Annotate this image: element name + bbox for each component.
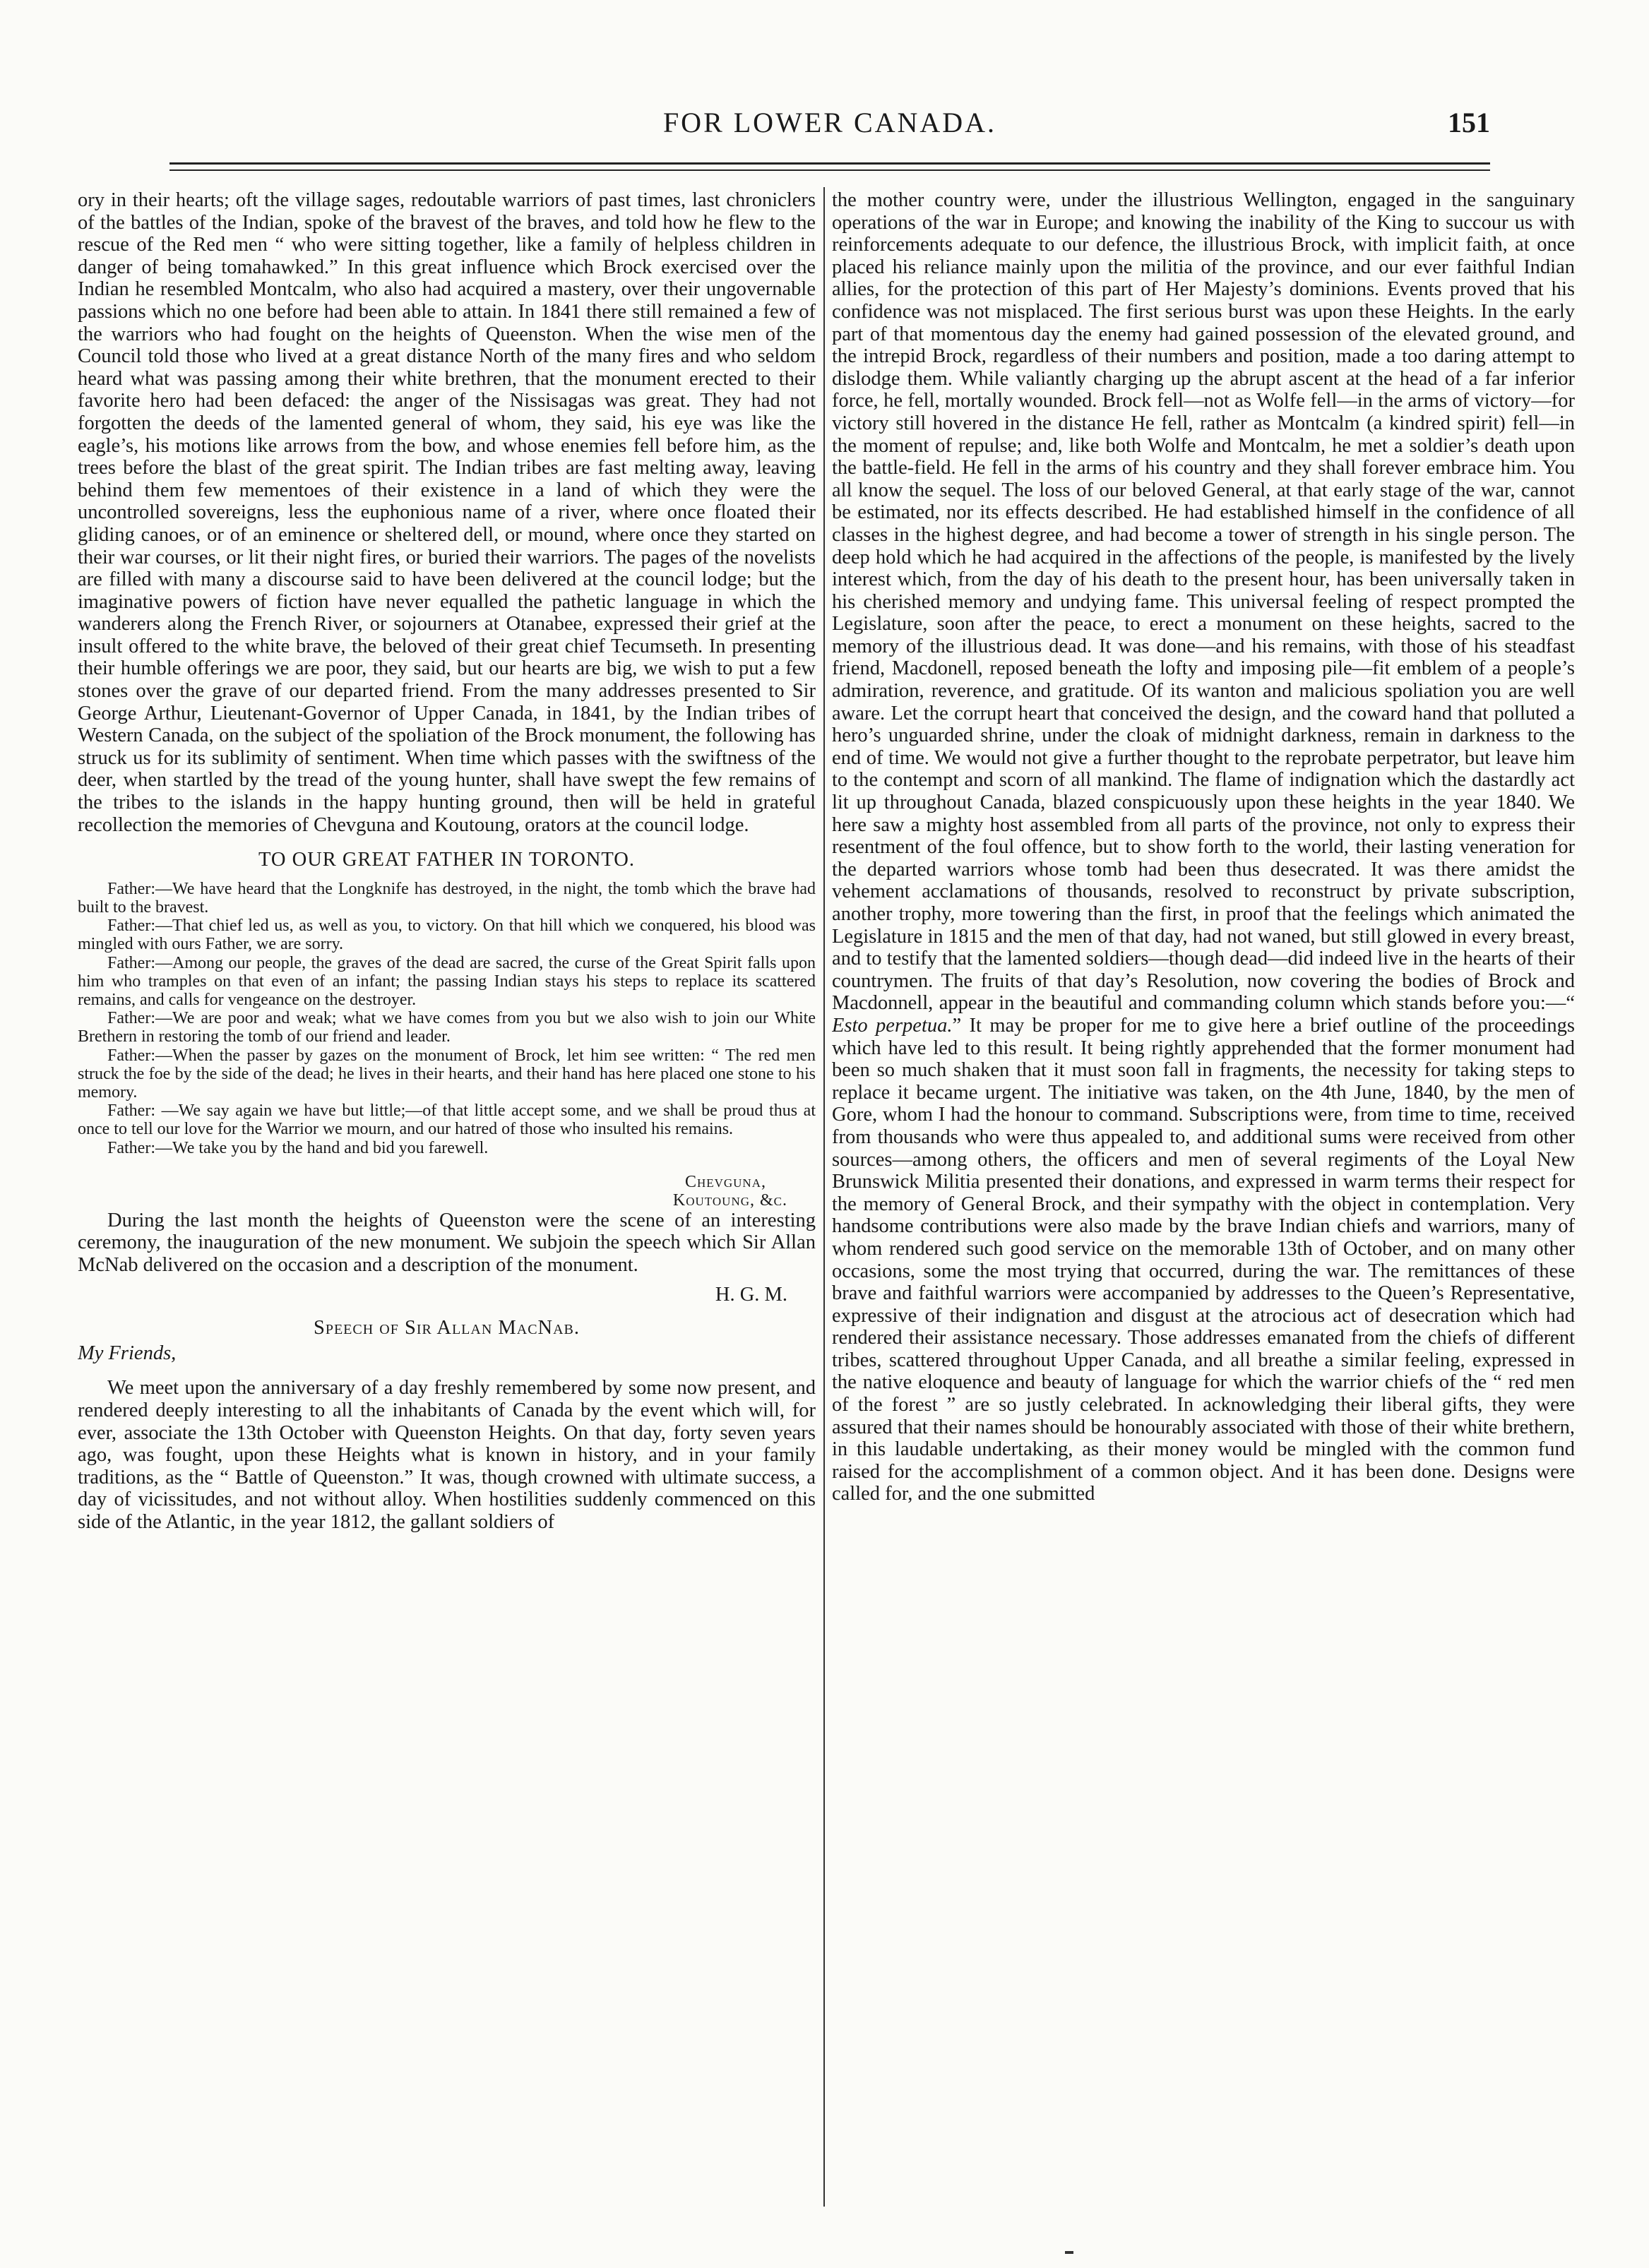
printer-mark bbox=[1065, 2251, 1073, 2254]
paragraph: ory in their hearts; oft the village sages, redoutable warriors of past times, last chroniclers of the battles of the Indian, spoke of the bravest of the braves, and told how he flew to the rescue of the Red men “ who were sitting together, like a family of helpless children in danger of being tomahawked.” In this great influence which Brock exercised over the Indian he resembled Montcalm, who also had acquired a mastery, over their ungovernable passions which no one before had been able to attain. In 1841 there still remained a few of the warriors who had fought on the heights of Queenston. When the wise men of the Council told those who lived at a great distance North of the many fires and who seldom heard what was passing among their white brethren, that the monument erected to their favorite hero had been defaced: the anger of the Nissisagas was great. They had not forgotten the deeds of the lamented general of whom, they said, his eye was like the eagle’s, his motions like arrows from the bow, and whose enemies fell before him, as the trees before the blast of the great spirit. The Indian tribes are fast melting away, leaving behind them few mementoes of their existence in a land of which they were the uncontrolled sovereigns, less the euphonious name of a river, where once floated their gliding canoes, or of an eminence or sheltered dell, or mound, where once they started on their war courses, or lit their night fires, or buried their warriors. The pages of the novelists are filled with many a discourse said to have been delivered at the council lodge; but the imaginative powers of fiction have never equalled the pathetic language in which the wanderers along the French River, or sojourners at Otanabee, expressed their grief at the insult offered to the white brave, the beloved of their great chief Tecumseth. In presenting their humble offerings we are poor, they said, but our hearts are big, we wish to put a few stones over the grave of our departed friend. From the many addresses presented to Sir George Arthur, Lieutenant-Governor of Upper Canada, in 1841, by the Indian tribes of Western Canada, on the subject of the spoliation of the Brock monument, the following has struck us for its sublimity of sentiment. When time which passes with the swiftness of the deer, when startled by the tread of the young hunter, shall have swept the few remains of the tribes to the islands in the happy hunting ground, then will be held in grateful recollection the memories of Chevguna and Koutoung, orators at the council lodge. bbox=[78, 189, 816, 836]
speech-title: Speech of Sir Allan MacNab. bbox=[313, 1317, 581, 1339]
running-title: FOR LOWER CANADA. bbox=[662, 107, 997, 138]
letter-line: Father:—We are poor and weak; what we have comes from you but we also wish to join our White Brethern in restoring the tomb of our friend and leader. bbox=[78, 1009, 816, 1046]
page-number: 151 bbox=[1448, 107, 1490, 138]
salutation: My Friends, bbox=[78, 1342, 177, 1364]
left-column bbox=[78, 189, 816, 2202]
motto: Esto perpetua. bbox=[832, 1014, 953, 1037]
letter-line: Father:—We have heard that the Longknife has destroyed, in the night, the tomb which the brave had built to the bravest. bbox=[78, 879, 816, 917]
right-column bbox=[832, 189, 1575, 2202]
author-initials: H. G. M. bbox=[715, 1283, 787, 1306]
paragraph: During the last month the heights of Queenston were the scene of an interesting ceremony, the inauguration of the new monument. We subjoin the speech which Sir Allan McNab delivered on the occasion and a description of the monument. bbox=[78, 1209, 816, 1277]
letter-line: Father:—When the passer by gazes on the monument of Brock, let him see written: “ The red men struck the foe by the side of the dead; he lives in their hearts, and their hand has here placed one stone to his memory. bbox=[78, 1046, 816, 1102]
column-divider bbox=[823, 187, 825, 2207]
page-header bbox=[169, 106, 1490, 148]
paragraph-text: the mother country were, under the illustrious Wellington, engaged in the sanguinary operations of the war in Europe; and knowing the inability of the King to succour us with reinforcements adequate to our defence, the illustrious Brock, with implicit faith, at once placed his reliance mainly upon the militia of the province, and our ever faithful Indian allies, for the protection of this part of Her Majesty’s dominions. Events proved that his confidence was not misplaced. The first serious burst was upon these Heights. In the early part of that momentous day the enemy had gained possession of the elevated ground, and the intrepid Brock, regardless of their numbers and position, made a too daring attempt to dislodge them. While valiantly charging up the abrupt ascent at the head of a far inferior force, he fell, mortally wounded. Brock fell—not as Wolfe fell—in the arms of victory—for victory still hovered in the distance He fell, rather as Montcalm (a kindred spirit) fell—in the moment of repulse; and, like both Wolfe and Montcalm, he met a soldier’s death upon the battle-field. He fell in the arms of his country and they shall forever embrace him. You all know the sequel. The loss of our beloved General, at that early stage of the war, cannot be estimated, nor its effects described. He had established himself in the confidence of all classes in the highest degree, and had become a tower of strength in his single person. The deep hold which he had acquired in the affections of the people, is manifested by the lively interest which, from the day of his death to the present hour, has been universally taken in his cherished memory and undying fame. This universal feeling of respect prompted the Legislature, soon after the peace, to erect a monument on these heights, sacred to the memory of the illustrious dead. It was done—and his remains, with those of his steadfast friend, Macdonell, reposed beneath the lofty and imposing pile—fit emblem of a people’s admiration, reverence, and gratitude. Of its wanton and malicious spoliation you are well aware. Let the corrupt heart that conceived the design, and the coward hand that polluted a hero’s unguarded shrine, under the cloak of midnight darkness, remain in darkness to the end of time. We would not give a further thought to the reprobate perpetrator, but leave him to the contempt and scorn of all mankind. The flame of indignation which the dastardly act lit up throughout Canada, blazed conspicuously upon these heights in the year 1840. We here saw a mighty host assembled from all parts of the province, not only to express their resentment of the foul offence, but to show forth to the world, their lasting veneration for the departed warriors whose tomb had been thus desecrated. It was there amidst the vehement acclamations of thousands, resolved to reconstruct by private subscription, another trophy, more towering than the first, in proof that the feelings which animated the Legislature in 1815 and the men of that day, had not waned, but still glowed in every breast, and to testify that the lamented soldiers—though dead—did indeed live in the hearts of their countrymen. The fruits of that day’s Resolution, now covering the bodies of Brock and Macdonnell, appear in the beautiful and commanding column which stands before you:—“ bbox=[832, 189, 1575, 1015]
paragraph: We meet upon the anniversary of a day freshly remembered by some now present, and rendered deeply interesting to all the inhabitants of Canada by the event which will, for ever, associate the 13th October with Queenston Heights. On that day, forty seven years ago, was fought, upon these Heights what is known in history, and in your family traditions, as the “ Battle of Queenston.” It was, though crowned with ultimate success, a day of vicissitudes, and not without alloy. When hostilities suddenly commenced on this side of the Atlantic, in the year 1812, the gallant soldiers of bbox=[78, 1377, 816, 1533]
letter-line: Father: —We say again we have but little;—of that little accept some, and we shall be proud thus at once to tell our love for the Warrior we mourn, and our hatred of those who insulted his remains. bbox=[78, 1102, 816, 1139]
paragraph-text: ” It may be proper for me to give here a brief outline of the proceedings which have led to this result. It being rightly apprehended that the former monument had been so much shaken that it must soon fall in fragments, the necessity for taking steps to replace it became urgent. The initiative was taken, on the 4th June, 1840, by the men of Gore, whom I had the honour to command. Subscriptions were, from time to time, received from thousands who were thus appealed to, and additional sums were received from other sources—among others, the officers and men of several regiments of the Loyal New Brunswick Militia presented their donations, and expressed in warm terms their respect for the memory of General Brock, and their sympathy with the object in contemplation. Very handsome contributions were also made by the brave Indian chiefs and warriors, many of whom rendered such good service on the memorable 13th of October, and on many other occasions, some the most trying that occurred, during the war. The remittances of these brave and faithful warriors were accompanied by addresses to the Queen’s Representative, expressive of their indignation and disgust at the atrocious act of desecration which had rendered their assistance necessary. Those addresses emanated from the chiefs of different tribes, scattered throughout Upper Canada, and all breathe a similar feeling, expressed in the native eloquence and beauty of language for which the warrior chiefs of the “ red men of the forest ” are so justly celebrated. In acknowledging their liberal gifts, they were assured that their names should be honourably associated with those of their white brethern, in this laudable undertaking, as their money would be mingled with the common fund raised for the accomplishment of a common object. And it has been done. Designs were called for, and the one submitted bbox=[832, 1014, 1575, 1505]
letter-line: Father:—We take you by the hand and bid you farewell. bbox=[107, 1138, 489, 1157]
letter-line: Father:—That chief led us, as well as you, to victory. On that hill which we conquered, his blood was mingled with ours Father, we are sorry. bbox=[78, 917, 816, 954]
paragraph bbox=[832, 189, 1575, 1505]
signature: Koutoung, &c. bbox=[672, 1190, 787, 1210]
header-rule bbox=[169, 162, 1490, 165]
header-rule-thin bbox=[169, 169, 1490, 171]
letter-heading: TO OUR GREAT FATHER IN TORONTO. bbox=[258, 849, 635, 871]
signature: Chevguna, bbox=[684, 1172, 766, 1191]
letter-line: Father:—Among our people, the graves of the dead are sacred, the curse of the Great Spirit falls upon him who tramples on that even of an infant; the passing Indian stays his steps to replace its scattered remains, and calls for vengeance on the destroyer. bbox=[78, 953, 816, 1010]
